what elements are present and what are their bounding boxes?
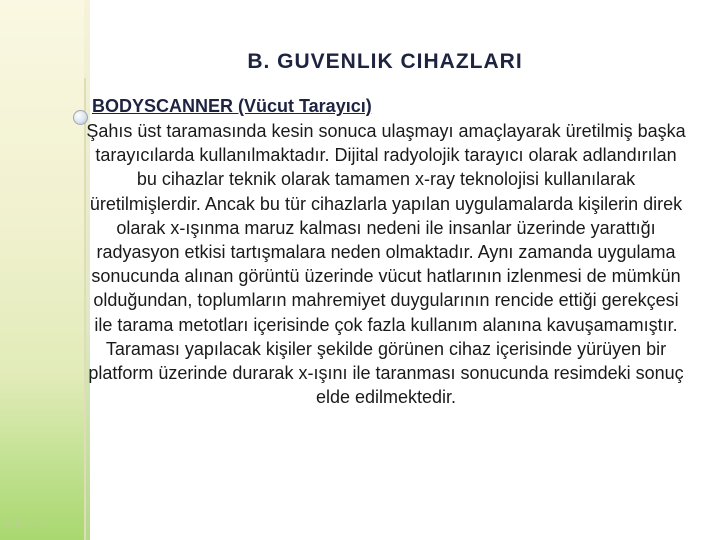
body-paragraph: Taraması yapılacak kişiler şekilde görünen cihaz içerisinde yürüyen bir platform üzerinde durarak x-ışını ile taranması sonucunda resimdeki sonuç elde edilmektedir. <box>88 338 684 408</box>
body-paragraph: Şahıs üst taramasında kesin sonuca ulaşmayı amaçlayarak üretilmiş başka tarayıcılarda kullanılmaktadır. Dijital radyolojik tarayıcı olarak adlandırılan bu cihazlar teknik olarak tamamen x-ray teknolojisi kullanılarak üretilmişlerdir. Ancak bu tür cihazlarla yapılan uygulamalarda kişilerin direk olarak x-ışınma maruz kalması nedeni ile insanlar üzerinde yarattığı radyasyon etkisi tartışmalara neden olmaktadır. Aynı zamanda uygulama sonucunda alınan görüntü üzerinde vücut hatlarının izlenmesi de mümkün olduğundan, toplumların mahremiyet duygularının rencide ettiği gerekçesi ile tarama metotları içerisinde çok fazla kullanım alanına kavuşamamıştır. <box>86 121 686 335</box>
slide-title: B. GUVENLIK CIHAZLARI <box>247 50 523 73</box>
slide-date: 4.12.202 <box>4 519 47 531</box>
section-subheading: BODYSCANNER (Vücut Tarayıcı) <box>92 96 372 116</box>
slide-body <box>86 119 686 409</box>
decorative-side-panel <box>0 0 84 540</box>
